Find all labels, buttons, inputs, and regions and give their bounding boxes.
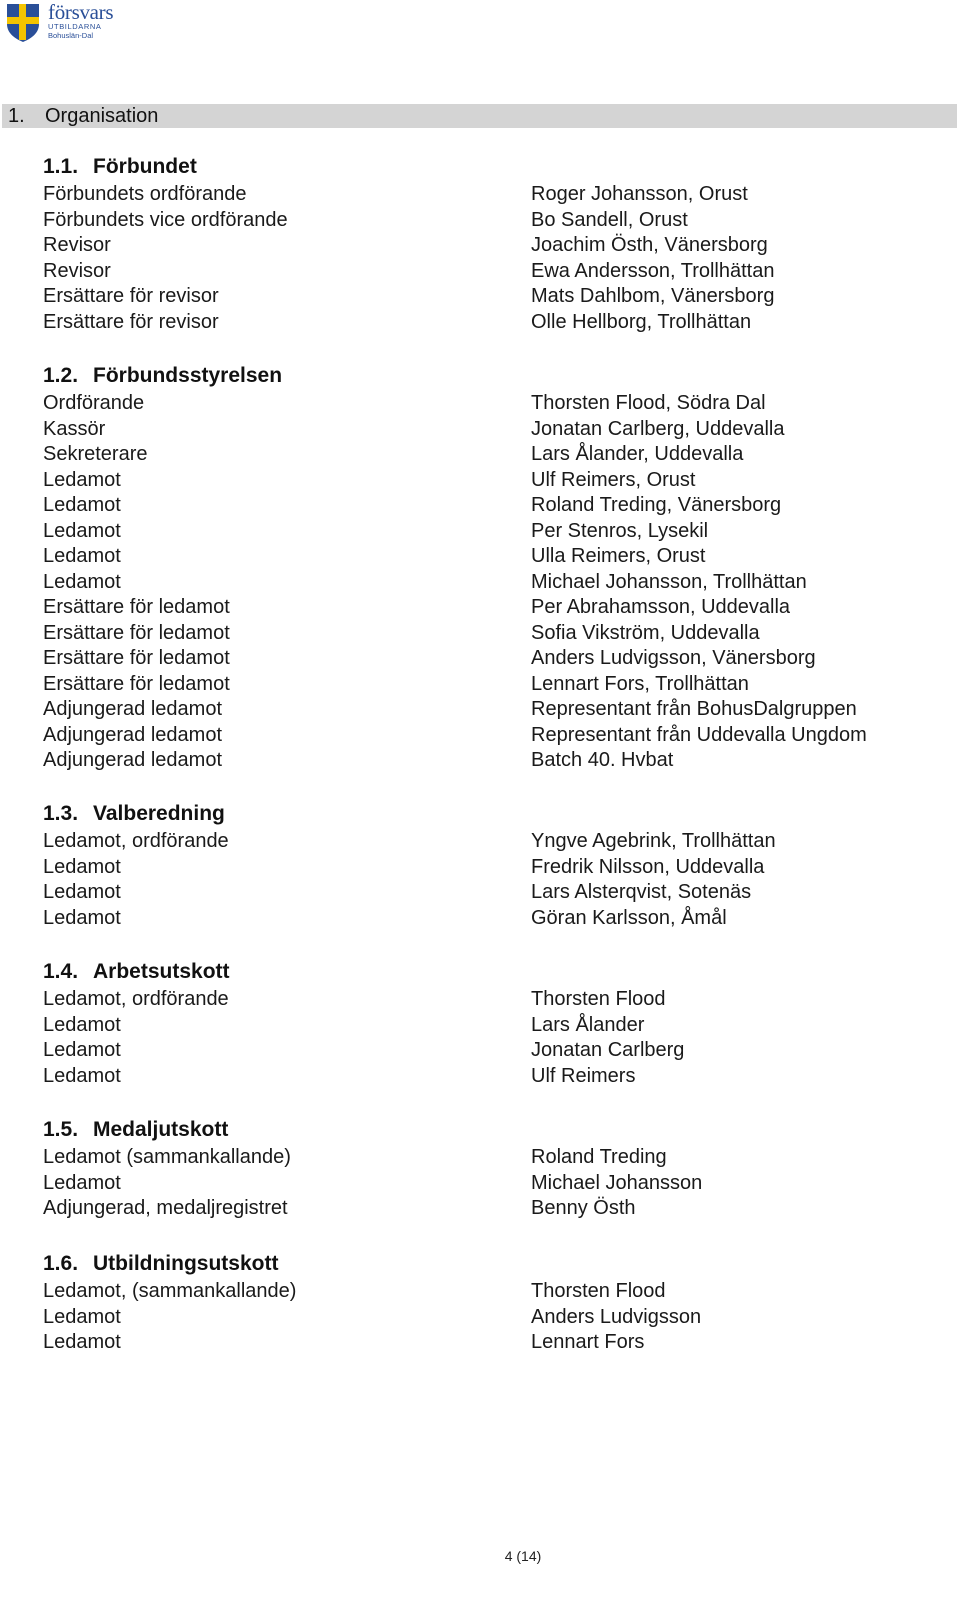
member-row xyxy=(43,748,943,774)
section-title-text: Förbundet xyxy=(93,155,197,178)
member-role: Ledamot xyxy=(43,855,121,878)
member-role: Ledamot xyxy=(43,1039,121,1061)
member-name: Lars Alsterqvist, Sotenäs xyxy=(531,881,752,903)
member-role: Kassör xyxy=(43,417,106,440)
section-title xyxy=(43,155,943,179)
member-row xyxy=(43,208,943,234)
member-row xyxy=(43,519,943,545)
member-name: Lennart Fors xyxy=(531,1331,645,1353)
section-title xyxy=(43,364,943,388)
member-role: Ersättare för revisor xyxy=(43,285,219,307)
section xyxy=(43,364,943,774)
member-row xyxy=(43,621,943,647)
member-row xyxy=(43,1330,943,1356)
section-number: 1.5. xyxy=(43,1118,79,1141)
member-role: Ersättare för ledamot xyxy=(43,647,230,669)
member-name: Thorsten Flood xyxy=(531,1280,666,1302)
member-role: Ledamot xyxy=(43,570,121,593)
member-row xyxy=(43,442,943,468)
member-row xyxy=(43,1279,943,1305)
member-role: Ledamot xyxy=(43,1013,121,1036)
member-role: Ledamot xyxy=(43,545,121,567)
member-row xyxy=(43,1171,943,1197)
member-role: Ledamot xyxy=(43,881,121,903)
member-name: Representant från BohusDalgruppen xyxy=(531,698,857,720)
member-row xyxy=(43,391,943,417)
member-name: Roland Treding xyxy=(531,1146,667,1168)
member-role: Adjungerad ledamot xyxy=(43,698,223,720)
member-role: Ledamot xyxy=(43,1331,121,1353)
member-name: Thorsten Flood xyxy=(531,988,666,1010)
section-number: 1.3. xyxy=(43,802,79,825)
member-role: Ledamot xyxy=(43,494,121,516)
member-name: Yngve Agebrink, Trollhättan xyxy=(531,830,776,852)
section-number: 1.2. xyxy=(43,364,79,387)
section-title-text: Medaljutskott xyxy=(93,1118,229,1141)
member-name: Fredrik Nilsson, Uddevalla xyxy=(531,855,765,878)
member-name: Representant från Uddevalla Ungdom xyxy=(531,723,867,746)
member-name: Batch 40. Hvbat xyxy=(531,749,674,771)
member-row xyxy=(43,1038,943,1064)
member-row xyxy=(43,646,943,672)
section xyxy=(43,960,943,1089)
section-title-text: Förbundsstyrelsen xyxy=(93,364,283,387)
member-name: Benny Östh xyxy=(531,1197,636,1219)
section xyxy=(43,802,943,931)
member-role: Ledamot, ordförande xyxy=(43,988,229,1010)
member-row xyxy=(43,468,943,494)
member-row xyxy=(43,987,943,1013)
member-row xyxy=(43,259,943,285)
member-row xyxy=(43,1013,943,1039)
member-row xyxy=(43,493,943,519)
member-role: Ledamot, (sammankallande) xyxy=(43,1280,297,1302)
section-title-text: Valberedning xyxy=(93,802,225,825)
member-name: Lars Ålander xyxy=(531,1013,645,1036)
member-row xyxy=(43,855,943,881)
member-name: Per Stenros, Lysekil xyxy=(531,519,709,542)
logo-wordmark: försvars xyxy=(48,0,114,24)
member-role: Ersättare för ledamot xyxy=(43,621,230,644)
section xyxy=(43,1118,943,1222)
member-name: Ulf Reimers xyxy=(531,1064,636,1087)
member-row xyxy=(43,595,943,621)
member-role: Adjungerad ledamot xyxy=(43,723,223,746)
member-role: Ersättare för ledamot xyxy=(43,672,230,695)
member-role: Ledamot xyxy=(43,519,121,542)
member-row xyxy=(43,1196,943,1222)
member-row xyxy=(43,1064,943,1090)
logo-region: Bohuslän-Dal xyxy=(48,31,94,40)
section-title-text: Utbildningsutskott xyxy=(93,1252,279,1275)
member-name: Ewa Andersson, Trollhättan xyxy=(531,259,775,282)
member-role: Ersättare för ledamot xyxy=(43,596,230,618)
member-role: Adjungerad ledamot xyxy=(43,749,223,771)
section-title xyxy=(43,1252,943,1276)
chapter-heading xyxy=(2,104,957,128)
member-name: Roger Johansson, Orust xyxy=(531,183,748,205)
member-role: Ledamot xyxy=(43,1064,121,1087)
member-role: Ordförande xyxy=(43,392,145,414)
section xyxy=(43,1252,943,1356)
member-row xyxy=(43,310,943,336)
member-role: Ledamot xyxy=(43,1171,121,1194)
member-name: Michael Johansson, Trollhättan xyxy=(531,570,807,593)
member-row xyxy=(43,906,943,932)
section xyxy=(43,155,943,335)
member-row xyxy=(43,1305,943,1331)
section-title xyxy=(43,1118,943,1142)
member-role: Förbundets ordförande xyxy=(43,183,247,205)
section-title-text: Arbetsutskott xyxy=(93,960,230,983)
member-name: Thorsten Flood, Södra Dal xyxy=(531,392,766,414)
member-role: Ersättare för revisor xyxy=(43,310,219,333)
member-role: Ledamot (sammankallande) xyxy=(43,1146,291,1168)
member-row xyxy=(43,1145,943,1171)
member-row xyxy=(43,723,943,749)
member-name: Mats Dahlbom, Vänersborg xyxy=(531,285,775,307)
section-number: 1.4. xyxy=(43,960,79,983)
member-name: Jonatan Carlberg, Uddevalla xyxy=(531,417,785,440)
member-role: Ledamot xyxy=(43,906,121,929)
section-number: 1.1. xyxy=(43,155,79,178)
member-name: Göran Karlsson, Åmål xyxy=(531,906,727,929)
member-row xyxy=(43,544,943,570)
member-row xyxy=(43,829,943,855)
member-name: Sofia Vikström, Uddevalla xyxy=(531,621,760,644)
member-name: Lars Ålander, Uddevalla xyxy=(531,443,744,465)
member-name: Per Abrahamsson, Uddevalla xyxy=(531,596,791,618)
chapter-number: 1. xyxy=(8,104,25,127)
member-name: Joachim Östh, Vänersborg xyxy=(531,234,768,256)
member-row xyxy=(43,284,943,310)
member-name: Anders Ludvigsson xyxy=(531,1305,702,1328)
page-number: 4 (14) xyxy=(504,1548,542,1564)
member-name: Jonatan Carlberg xyxy=(531,1039,685,1061)
member-name: Ulla Reimers, Orust xyxy=(531,545,706,567)
member-row xyxy=(43,880,943,906)
section-title xyxy=(43,960,943,984)
member-row xyxy=(43,570,943,596)
member-name: Lennart Fors, Trollhättan xyxy=(531,672,749,695)
shield-icon xyxy=(6,2,40,42)
member-row xyxy=(43,233,943,259)
member-row xyxy=(43,182,943,208)
member-role: Adjungerad, medaljregistret xyxy=(43,1197,288,1219)
forsvarsutbildarna-logo xyxy=(6,0,114,44)
member-role: Revisor xyxy=(43,259,111,282)
member-name: Bo Sandell, Orust xyxy=(531,208,688,231)
member-role: Förbundets vice ordförande xyxy=(43,208,288,231)
member-role: Ledamot, ordförande xyxy=(43,830,229,852)
member-name: Michael Johansson xyxy=(531,1171,703,1194)
member-role: Sekreterare xyxy=(43,443,148,465)
chapter-title: Organisation xyxy=(45,104,159,127)
member-row xyxy=(43,417,943,443)
member-name: Roland Treding, Vänersborg xyxy=(531,494,782,516)
member-row xyxy=(43,697,943,723)
section-title xyxy=(43,802,943,826)
logo-subtitle: UTBILDARNA xyxy=(48,22,102,31)
section-number: 1.6. xyxy=(43,1252,79,1275)
member-role: Ledamot xyxy=(43,468,121,491)
member-name: Olle Hellborg, Trollhättan xyxy=(531,310,752,333)
member-name: Anders Ludvigsson, Vänersborg xyxy=(531,647,816,669)
member-name: Ulf Reimers, Orust xyxy=(531,468,696,491)
member-role: Ledamot xyxy=(43,1305,121,1328)
member-role: Revisor xyxy=(43,234,111,256)
member-row xyxy=(43,672,943,698)
